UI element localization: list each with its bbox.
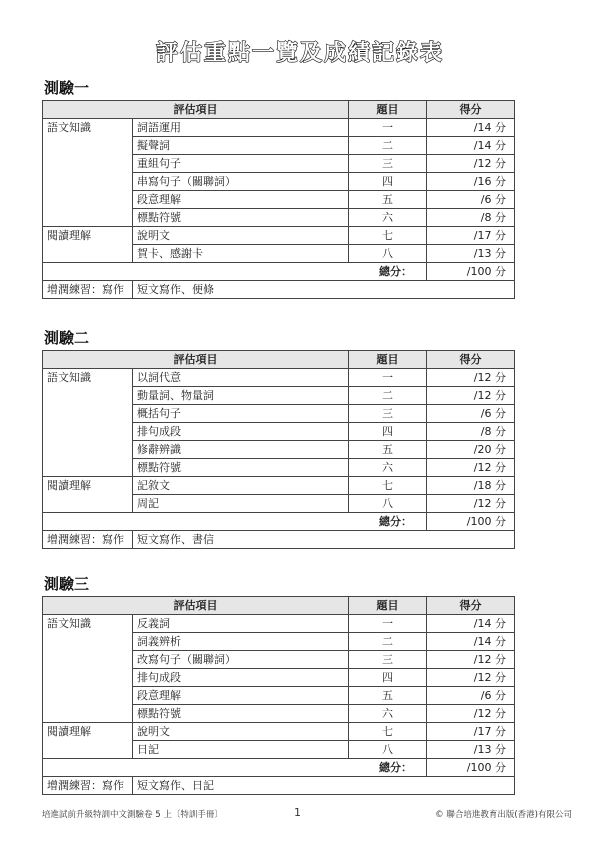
question-number-cell: 七 <box>349 477 427 495</box>
category-cell <box>43 405 133 423</box>
category-cell <box>43 633 133 651</box>
score-cell: /14 分 <box>427 137 515 155</box>
extra-practice-row <box>43 531 515 549</box>
category-cell: 閱讀理解 <box>43 723 133 741</box>
item-cell: 說明文 <box>133 227 349 245</box>
table-row <box>43 477 515 495</box>
item-cell: 詞語運用 <box>133 119 349 137</box>
category-cell <box>43 459 133 477</box>
table-row <box>43 651 515 669</box>
score-cell: /6 分 <box>427 405 515 423</box>
extra-practice-label: 增潤練習：寫作 <box>43 281 133 299</box>
category-cell: 語文知識 <box>43 615 133 633</box>
category-cell <box>43 209 133 227</box>
category-cell: 閱讀理解 <box>43 227 133 245</box>
score-cell: /20 分 <box>427 441 515 459</box>
category-cell <box>43 155 133 173</box>
header-score: 得分 <box>427 101 515 119</box>
question-number-cell: 一 <box>349 119 427 137</box>
item-cell: 改寫句子（關聯詞） <box>133 651 349 669</box>
item-cell: 標點符號 <box>133 459 349 477</box>
total-score-cell: /100 分 <box>427 263 515 281</box>
item-cell: 詞義辨析 <box>133 633 349 651</box>
question-number-cell: 二 <box>349 387 427 405</box>
category-cell <box>43 741 133 759</box>
question-number-cell: 五 <box>349 191 427 209</box>
score-cell: /14 分 <box>427 633 515 651</box>
page-title: 評估重點一覽及成績記錄表 <box>155 41 444 66</box>
extra-practice-content: 短文寫作、書信 <box>133 531 515 549</box>
score-cell: /6 分 <box>427 191 515 209</box>
question-number-cell: 三 <box>349 155 427 173</box>
item-cell: 記敘文 <box>133 477 349 495</box>
category-cell <box>43 387 133 405</box>
category-cell <box>43 669 133 687</box>
category-cell <box>43 245 133 263</box>
item-cell: 排句成段 <box>133 669 349 687</box>
question-number-cell: 五 <box>349 687 427 705</box>
total-score-cell: /100 分 <box>427 759 515 777</box>
table-row <box>43 387 515 405</box>
total-row <box>43 513 515 531</box>
table-header-row <box>43 597 515 615</box>
table-row <box>43 227 515 245</box>
category-cell <box>43 191 133 209</box>
question-number-cell: 二 <box>349 137 427 155</box>
extra-practice-label: 增潤練習：寫作 <box>43 531 133 549</box>
question-number-cell: 二 <box>349 633 427 651</box>
score-cell: /14 分 <box>427 119 515 137</box>
table-row <box>43 495 515 513</box>
total-row <box>43 263 515 281</box>
item-cell: 重組句子 <box>133 155 349 173</box>
header-item: 評估項目 <box>43 351 349 369</box>
category-cell <box>43 687 133 705</box>
score-cell: /14 分 <box>427 615 515 633</box>
table-row <box>43 155 515 173</box>
item-cell: 反義詞 <box>133 615 349 633</box>
question-number-cell: 四 <box>349 173 427 191</box>
score-cell: /13 分 <box>427 245 515 263</box>
header-question: 題目 <box>349 597 427 615</box>
table-row <box>43 119 515 137</box>
question-number-cell: 八 <box>349 741 427 759</box>
category-cell: 語文知識 <box>43 369 133 387</box>
question-number-cell: 七 <box>349 227 427 245</box>
score-table <box>42 100 515 299</box>
table-row <box>43 209 515 227</box>
table-row <box>43 723 515 741</box>
item-cell: 概括句子 <box>133 405 349 423</box>
category-cell: 閱讀理解 <box>43 477 133 495</box>
item-cell: 段意理解 <box>133 687 349 705</box>
header-score: 得分 <box>427 597 515 615</box>
header-question: 題目 <box>349 351 427 369</box>
question-number-cell: 六 <box>349 459 427 477</box>
question-number-cell: 四 <box>349 423 427 441</box>
header-item: 評估項目 <box>43 597 349 615</box>
score-cell: /16 分 <box>427 173 515 191</box>
header-score: 得分 <box>427 351 515 369</box>
score-cell: /12 分 <box>427 155 515 173</box>
item-cell: 修辭辨識 <box>133 441 349 459</box>
table-header-row <box>43 101 515 119</box>
extra-practice-row <box>43 281 515 299</box>
total-score-cell: /100 分 <box>427 513 515 531</box>
total-label: 總分： <box>43 263 427 281</box>
table-row <box>43 173 515 191</box>
item-cell: 排句成段 <box>133 423 349 441</box>
score-cell: /6 分 <box>427 687 515 705</box>
item-cell: 以詞代意 <box>133 369 349 387</box>
table-row <box>43 705 515 723</box>
score-cell: /12 分 <box>427 669 515 687</box>
table-header-row <box>43 351 515 369</box>
extra-practice-label: 增潤練習：寫作 <box>43 777 133 795</box>
score-cell: /13 分 <box>427 741 515 759</box>
table-row <box>43 405 515 423</box>
table-row <box>43 459 515 477</box>
score-cell: /8 分 <box>427 423 515 441</box>
item-cell: 日記 <box>133 741 349 759</box>
score-cell: /12 分 <box>427 369 515 387</box>
item-cell: 周記 <box>133 495 349 513</box>
table-row <box>43 369 515 387</box>
question-number-cell: 三 <box>349 651 427 669</box>
footer-publisher: © 聯合培進教育出版(香港)有限公司 <box>435 810 572 820</box>
test-section <box>42 574 514 795</box>
footer-page-number: 1 <box>294 806 301 819</box>
total-label: 總分： <box>43 513 427 531</box>
test-section <box>42 328 514 549</box>
total-row <box>43 759 515 777</box>
item-cell: 標點符號 <box>133 209 349 227</box>
question-number-cell: 八 <box>349 495 427 513</box>
score-cell: /18 分 <box>427 477 515 495</box>
category-cell <box>43 651 133 669</box>
question-number-cell: 一 <box>349 615 427 633</box>
section-title: 測驗三 <box>44 575 90 593</box>
score-cell: /12 分 <box>427 387 515 405</box>
category-cell <box>43 423 133 441</box>
table-row <box>43 615 515 633</box>
item-cell: 說明文 <box>133 723 349 741</box>
extra-practice-row <box>43 777 515 795</box>
category-cell <box>43 495 133 513</box>
section-title: 測驗一 <box>44 79 90 97</box>
item-cell: 賀卡、感謝卡 <box>133 245 349 263</box>
score-table <box>42 596 515 795</box>
category-cell <box>43 137 133 155</box>
section-title: 測驗二 <box>44 329 90 347</box>
category-cell <box>43 441 133 459</box>
question-number-cell: 三 <box>349 405 427 423</box>
item-cell: 擬聲詞 <box>133 137 349 155</box>
table-row <box>43 741 515 759</box>
category-cell: 語文知識 <box>43 119 133 137</box>
table-row <box>43 669 515 687</box>
score-table <box>42 350 515 549</box>
question-number-cell: 八 <box>349 245 427 263</box>
score-cell: /12 分 <box>427 495 515 513</box>
table-row <box>43 441 515 459</box>
item-cell: 段意理解 <box>133 191 349 209</box>
item-cell: 標點符號 <box>133 705 349 723</box>
category-cell <box>43 705 133 723</box>
test-section <box>42 78 514 299</box>
extra-practice-content: 短文寫作、便條 <box>133 281 515 299</box>
question-number-cell: 五 <box>349 441 427 459</box>
score-cell: /8 分 <box>427 209 515 227</box>
item-cell: 串寫句子（關聯詞） <box>133 173 349 191</box>
score-cell: /12 分 <box>427 705 515 723</box>
table-row <box>43 633 515 651</box>
score-cell: /17 分 <box>427 227 515 245</box>
table-row <box>43 137 515 155</box>
header-question: 題目 <box>349 101 427 119</box>
question-number-cell: 六 <box>349 209 427 227</box>
question-number-cell: 一 <box>349 369 427 387</box>
header-item: 評估項目 <box>43 101 349 119</box>
question-number-cell: 七 <box>349 723 427 741</box>
item-cell: 動量詞、物量詞 <box>133 387 349 405</box>
total-label: 總分： <box>43 759 427 777</box>
question-number-cell: 六 <box>349 705 427 723</box>
category-cell <box>43 173 133 191</box>
score-cell: /12 分 <box>427 651 515 669</box>
extra-practice-content: 短文寫作、日記 <box>133 777 515 795</box>
table-row <box>43 423 515 441</box>
score-cell: /12 分 <box>427 459 515 477</box>
score-cell: /17 分 <box>427 723 515 741</box>
table-row <box>43 245 515 263</box>
table-row <box>43 191 515 209</box>
table-row <box>43 687 515 705</box>
question-number-cell: 四 <box>349 669 427 687</box>
footer-book-title: 培進試前升級特訓中文測驗卷 5 上〔特訓手冊〕 <box>42 810 223 820</box>
